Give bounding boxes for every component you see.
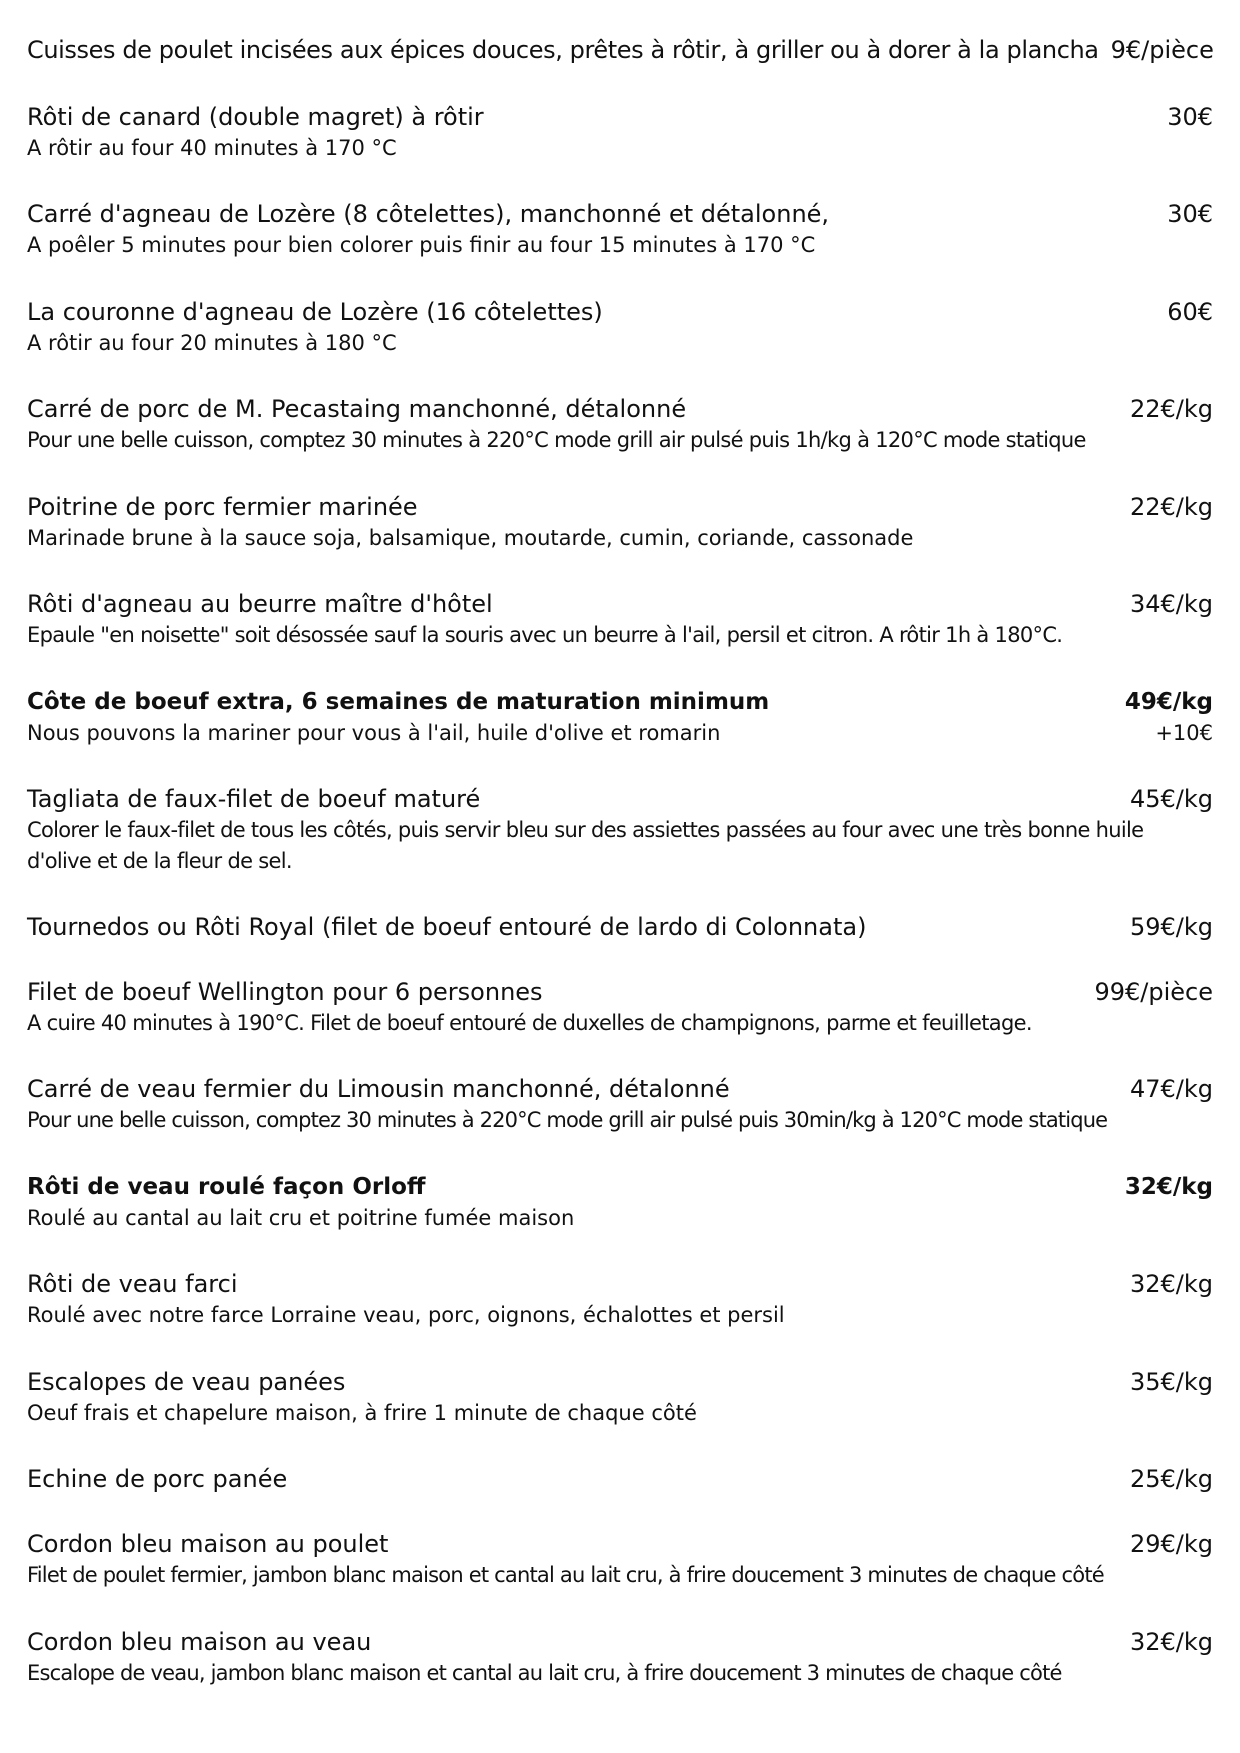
menu-item-couronne-agneau [27,296,1213,359]
item-description: Marinade brune à la sauce soja, balsamique, moutarde, cumin, coriande, cassonade [27,526,914,550]
menu-item-tagliata [27,783,1213,877]
item-name: Cordon bleu maison au poulet [27,1530,389,1558]
item-price: 59€/kg [1129,913,1213,941]
item-description: A rôtir au four 40 minutes à 170 °C [27,136,397,160]
item-description: A cuire 40 minutes à 190°C. Filet de boeuf entouré de duxelles de champignons, parme et feuilletage. [27,1011,1032,1035]
item-name: Poitrine de porc fermier marinée [27,493,418,521]
item-name: Filet de boeuf Wellington pour 6 personnes [27,978,543,1006]
menu-item-carre-veau [27,1073,1213,1136]
item-price: 47€/kg [1129,1075,1213,1103]
item-name: Carré de porc de M. Pecastaing manchonné, détalonné [27,395,687,423]
item-price: 9€/pièce [1110,36,1214,64]
menu-item-roti-agneau-beurre [27,588,1213,651]
item-name: Carré d'agneau de Lozère (8 côtelettes), manchonné et détalonné, [27,200,830,228]
menu-item-carre-agneau [27,198,1213,261]
item-price: 49€/kg [1124,689,1213,715]
item-name: Cordon bleu maison au veau [27,1628,372,1656]
item-description: A poêler 5 minutes pour bien colorer puis finir au four 15 minutes à 170 °C [27,233,816,257]
item-price: 45€/kg [1129,785,1213,813]
item-price: 35€/kg [1129,1368,1213,1396]
item-price: 25€/kg [1129,1465,1213,1493]
item-price: 22€/kg [1129,493,1213,521]
menu-item-cuisses-poulet [27,34,1213,66]
item-description: Nous pouvons la mariner pour vous à l'ail, huile d'olive et romarin [27,721,721,745]
item-description: Roulé au cantal au lait cru et poitrine fumée maison [27,1206,575,1230]
item-name: Tournedos ou Rôti Royal (filet de boeuf entouré de lardo di Colonnata) [27,913,867,941]
item-name: Rôti de canard (double magret) à rôtir [27,103,484,131]
item-price: 30€ [1167,103,1213,131]
menu-item-carre-porc [27,393,1213,456]
menu-item-poitrine-porc [27,491,1213,554]
menu-item-cordon-bleu-poulet [27,1528,1213,1591]
item-description: Roulé avec notre farce Lorraine veau, porc, oignons, échalottes et persil [27,1303,785,1327]
item-description: A rôtir au four 20 minutes à 180 °C [27,331,397,355]
item-name: Carré de veau fermier du Limousin manchonné, détalonné [27,1075,730,1103]
item-name: La couronne d'agneau de Lozère (16 côtelettes) [27,298,603,326]
item-description: Pour une belle cuisson, comptez 30 minutes à 220°C mode grill air pulsé puis 1h/kg à 120°C mode statique [27,428,1086,452]
menu-item-cote-boeuf [27,686,1213,749]
item-price: 32€/kg [1129,1270,1213,1298]
item-description: Oeuf frais et chapelure maison, à frire 1 minute de chaque côté [27,1401,697,1425]
menu-item-wellington [27,976,1213,1039]
item-name: Echine de porc panée [27,1465,288,1493]
menu-item-roti-veau-orloff [27,1171,1213,1234]
item-name: Côte de boeuf extra, 6 semaines de maturation minimum [27,689,770,715]
item-description: Epaule "en noisette" soit désossée sauf la souris avec un beurre à l'ail, persil et citron. A rôtir 1h à 180°C. [27,623,1063,647]
item-name: Rôti d'agneau au beurre maître d'hôtel [27,590,493,618]
item-price: 29€/kg [1129,1530,1213,1558]
item-name: Tagliata de faux-filet de boeuf maturé [27,785,481,813]
item-name: Escalopes de veau panées [27,1368,346,1396]
menu-item-tournedos [27,911,1213,943]
menu-item-roti-veau-farci [27,1268,1213,1331]
menu-item-roti-canard [27,101,1213,164]
item-extra-price: +10€ [1155,721,1213,745]
item-price: 34€/kg [1129,590,1213,618]
menu-item-cordon-bleu-veau [27,1626,1213,1689]
item-description: Colorer le faux-filet de tous les côtés, puis servir bleu sur des assiettes passées au four avec une très bonne huile d'olive et de la fleur de sel. [27,818,1144,873]
item-price: 22€/kg [1129,395,1213,423]
item-price: 32€/kg [1129,1628,1213,1656]
item-description: Escalope de veau, jambon blanc maison et cantal au lait cru, à frire doucement 3 minutes de chaque côté [27,1661,1062,1685]
item-description: Filet de poulet fermier, jambon blanc maison et cantal au lait cru, à frire doucement 3 minutes de chaque côté [27,1563,1104,1587]
item-name: Cuisses de poulet incisées aux épices douces, prêtes à rôtir, à griller ou à dorer à la plancha [27,36,1099,64]
menu-item-echine-porc [27,1463,1213,1495]
item-name: Rôti de veau roulé façon Orloff [27,1174,426,1200]
item-price: 60€ [1167,298,1213,326]
item-price: 99€/pièce [1094,978,1213,1006]
item-price: 30€ [1167,200,1213,228]
item-name: Rôti de veau farci [27,1270,238,1298]
item-description: Pour une belle cuisson, comptez 30 minutes à 220°C mode grill air pulsé puis 30min/kg à 120°C mode statique [27,1108,1108,1132]
menu-item-escalopes-veau [27,1366,1213,1429]
item-price: 32€/kg [1124,1174,1213,1200]
